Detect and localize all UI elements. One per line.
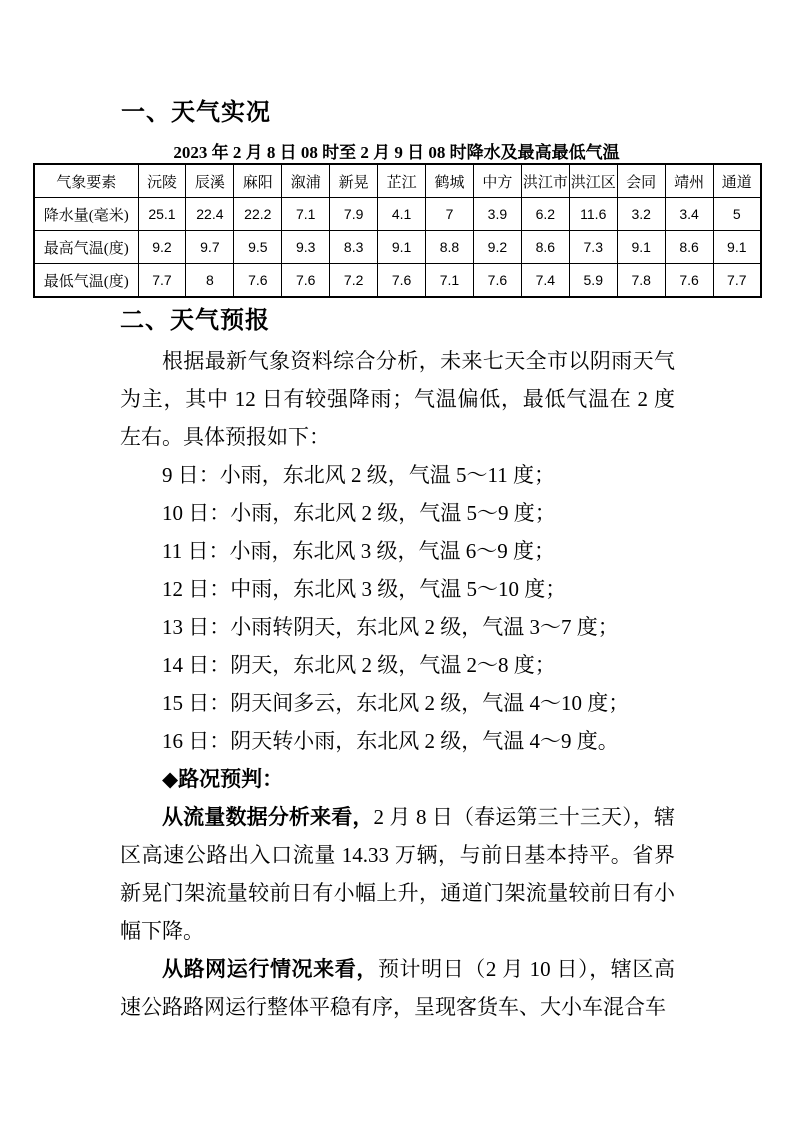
forecast-line-day11: 11 日：小雨，东北风 3 级，气温 6～9 度； bbox=[162, 539, 555, 563]
row-label: 最高气温(度) bbox=[34, 231, 138, 264]
data-cell: 7.6 bbox=[665, 264, 713, 298]
network-status-paragraph bbox=[120, 950, 675, 1026]
data-cell: 22.2 bbox=[234, 198, 282, 231]
data-cell: 4.1 bbox=[378, 198, 426, 231]
data-cell: 7.2 bbox=[330, 264, 378, 298]
weather-table-title: 2023 年 2 月 8 日 08 时至 2 月 9 日 08 时降水及最高最低气温 bbox=[173, 143, 620, 162]
forecast-line-day10: 10 日：小雨，东北风 2 级，气温 5～9 度； bbox=[162, 501, 556, 525]
data-cell: 7.1 bbox=[426, 264, 474, 298]
data-cell: 5.9 bbox=[569, 264, 617, 298]
data-cell: 7.6 bbox=[234, 264, 282, 298]
section1-title: 一、天气实况 bbox=[121, 100, 271, 126]
column-header: 中方 bbox=[473, 164, 521, 198]
forecast-intro: 根据最新气象资料综合分析，未来七天全市以阴雨天气为主，其中 12 日有较强降雨；气温偏低，最低气温在 2 度左右。具体预报如下： bbox=[120, 349, 675, 449]
data-cell: 8.3 bbox=[330, 231, 378, 264]
data-cell: 8.6 bbox=[521, 231, 569, 264]
data-cell: 7.6 bbox=[378, 264, 426, 298]
forecast-line-day9: 9 日：小雨，东北风 2 级，气温 5～11 度； bbox=[162, 463, 555, 487]
column-header: 洪江区 bbox=[569, 164, 617, 198]
data-cell: 3.9 bbox=[473, 198, 521, 231]
data-cell: 3.2 bbox=[617, 198, 665, 231]
data-cell: 7.3 bbox=[569, 231, 617, 264]
data-cell: 9.1 bbox=[713, 231, 761, 264]
row-label: 最低气温(度) bbox=[34, 264, 138, 298]
network-status-text: 预计明日（2 月 10 日），辖区高速公路路网运行整体平稳有序，呈现客货车、大小车混合车 bbox=[120, 957, 675, 1019]
column-header: 麻阳 bbox=[234, 164, 282, 198]
data-cell: 7.7 bbox=[713, 264, 761, 298]
data-cell: 9.3 bbox=[282, 231, 330, 264]
data-cell: 9.7 bbox=[186, 231, 234, 264]
column-header: 通道 bbox=[713, 164, 761, 198]
forecast-section bbox=[120, 306, 675, 1026]
column-header: 溆浦 bbox=[282, 164, 330, 198]
data-cell: 7 bbox=[426, 198, 474, 231]
column-header: 辰溪 bbox=[186, 164, 234, 198]
column-header: 鹤城 bbox=[426, 164, 474, 198]
data-cell: 9.5 bbox=[234, 231, 282, 264]
data-cell: 3.4 bbox=[665, 198, 713, 231]
column-header: 沅陵 bbox=[138, 164, 186, 198]
road-condition-heading: ◆路况预判： bbox=[162, 767, 284, 791]
data-cell: 9.1 bbox=[617, 231, 665, 264]
data-cell: 7.8 bbox=[617, 264, 665, 298]
data-cell: 9.2 bbox=[473, 231, 521, 264]
traffic-analysis-paragraph bbox=[120, 798, 675, 950]
column-header: 新晃 bbox=[330, 164, 378, 198]
data-cell: 8.6 bbox=[665, 231, 713, 264]
table-header-row bbox=[34, 164, 761, 198]
data-cell: 7.1 bbox=[282, 198, 330, 231]
traffic-analysis-lead: 从流量数据分析来看， bbox=[162, 805, 374, 829]
forecast-line-day14: 14 日：阴天，东北风 2 级，气温 2～8 度； bbox=[162, 653, 556, 677]
data-cell: 7.4 bbox=[521, 264, 569, 298]
data-cell: 7.7 bbox=[138, 264, 186, 298]
data-cell: 9.1 bbox=[378, 231, 426, 264]
network-status-lead: 从路网运行情况来看， bbox=[162, 957, 378, 981]
forecast-line-day13: 13 日：小雨转阴天，东北风 2 级，气温 3～7 度； bbox=[162, 615, 619, 639]
data-cell: 7.9 bbox=[330, 198, 378, 231]
data-cell: 8 bbox=[186, 264, 234, 298]
data-cell: 7.6 bbox=[282, 264, 330, 298]
data-cell: 5 bbox=[713, 198, 761, 231]
row-label: 降水量(毫米) bbox=[34, 198, 138, 231]
data-cell: 11.6 bbox=[569, 198, 617, 231]
precipitation-row bbox=[34, 198, 761, 231]
section2-title: 二、天气预报 bbox=[120, 308, 270, 334]
forecast-line-day16: 16 日：阴天转小雨，东北风 2 级，气温 4～9 度。 bbox=[162, 729, 619, 753]
column-header: 会同 bbox=[617, 164, 665, 198]
data-cell: 25.1 bbox=[138, 198, 186, 231]
min-temp-row bbox=[34, 264, 761, 298]
data-cell: 9.2 bbox=[138, 231, 186, 264]
traffic-analysis-text: 2 月 8 日（春运第三十三天），辖区高速公路出入口流量 14.33 万辆，与前日基本持平。省界新晃门架流量较前日有小幅上升，通道门架流量较前日有小幅下降。 bbox=[120, 805, 675, 943]
column-header: 芷江 bbox=[378, 164, 426, 198]
column-header: 气象要素 bbox=[34, 164, 138, 198]
column-header: 洪江市 bbox=[521, 164, 569, 198]
data-cell: 22.4 bbox=[186, 198, 234, 231]
data-cell: 8.8 bbox=[426, 231, 474, 264]
forecast-line-day15: 15 日：阴天间多云，东北风 2 级，气温 4～10 度； bbox=[162, 691, 630, 715]
forecast-line-day12: 12 日：中雨，东北风 3 级，气温 5～10 度； bbox=[162, 577, 567, 601]
data-cell: 6.2 bbox=[521, 198, 569, 231]
data-cell: 7.6 bbox=[473, 264, 521, 298]
weather-table bbox=[33, 163, 762, 298]
column-header: 靖州 bbox=[665, 164, 713, 198]
max-temp-row bbox=[34, 231, 761, 264]
